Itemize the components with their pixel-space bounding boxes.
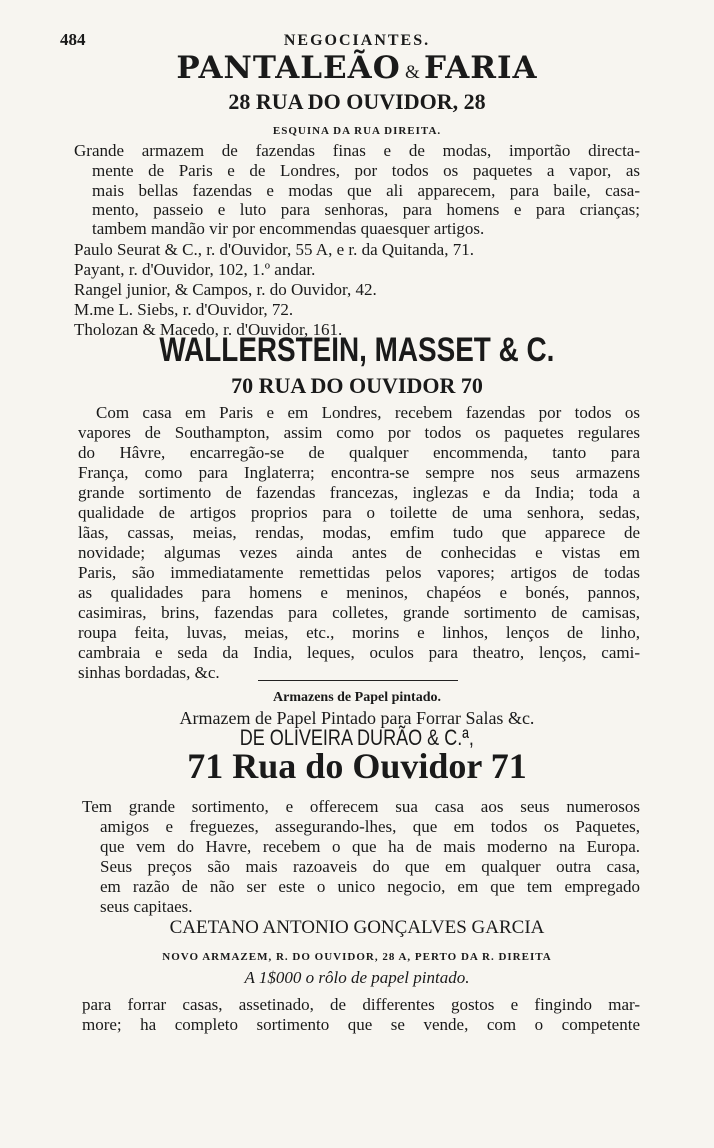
- ad2-line: qualidade de artigos proprios para o toilette de uma senhora, sedas,: [78, 503, 640, 522]
- ad3-line: que vem do Havre, recebem o que ha de mais moderno na Europa.: [100, 837, 640, 856]
- ad2-line: Com casa em Paris e em Londres, recebem fazendas por todos os: [96, 403, 640, 422]
- ad2-line: as qualidades para homens e meninos, chapéos e bonés, pannos,: [78, 583, 640, 602]
- ad3-line: Seus preços são mais razoaveis do que em qualquer outra casa,: [100, 857, 640, 876]
- ad1-line: mente de Paris e de Londres, por todos os paquetes a vapor, as: [92, 161, 640, 180]
- ad4-name: CAETANO ANTONIO GONÇALVES GARCIA: [169, 917, 545, 938]
- ad2-line: França, como para Inglaterra; encontra-se sempre nos seus armazens: [78, 463, 640, 482]
- ad2-line: do Hâvre, encarregão-se de qualquer encommenda, tanto para: [78, 443, 640, 462]
- merchant-entry: Tholozan & Macedo, r. d'Ouvidor, 161.: [74, 320, 343, 339]
- ad2-line: cambraia e seda da India, leques, oculos para theatro, lenços, cami-: [78, 643, 640, 662]
- merchant-entry: Paulo Seurat & C., r. d'Ouvidor, 55 A, e r. da Quitanda, 71.: [74, 240, 474, 259]
- ad2-line: Paris, são immediatamente remettidas pelos vapores; artigos de todas: [78, 563, 640, 582]
- ad2-line: lãas, cassas, meias, rendas, modas, emfim tudo que apparece de: [78, 523, 640, 542]
- section-heading: Armazens de Papel pintado.: [273, 690, 441, 705]
- ad1-line: mento, passeio e luto para senhoras, para homens e para crianças;: [92, 200, 640, 219]
- ad3-line: Tem grande sortimento, e offerecem sua casa aos seus numerosos: [82, 797, 640, 816]
- ad1-amp: &: [405, 62, 420, 83]
- ad1-name-right: FARIA: [424, 50, 538, 86]
- ad3-name: DE OLIVEIRA DURÃO & C.ª,: [239, 725, 475, 750]
- ad4-price: A 1$000 o rôlo de papel pintado.: [244, 968, 470, 987]
- section-divider: [258, 680, 458, 681]
- ad1-line: tambem mandão vir por encommendas quaesquer artigos.: [92, 219, 485, 238]
- ad4-line: para forrar casas, assetinado, de differentes gostos e fingindo mar-: [82, 995, 640, 1014]
- ad2-line: sinhas bordadas, &c.: [78, 663, 220, 682]
- ad1-line: mais bellas fazendas e modas que ali apparecem, para baile, casa-: [92, 181, 640, 200]
- ad2-line: grande sortimento de fazendas francezas, inglezas e da India; toda a: [78, 483, 640, 502]
- ad1-line: Grande armazem de fazendas finas e de modas, importão directa-: [74, 141, 640, 160]
- ad3-line: seus capitaes.: [100, 897, 193, 916]
- ad4-address: NOVO ARMAZEM, R. DO OUVIDOR, 28 A, PERTO DA R. DIREITA: [162, 951, 552, 963]
- merchant-entry: Rangel junior, & Campos, r. do Ouvidor, 42.: [74, 280, 377, 299]
- ad2-line: vapores de Southampton, assim como por todos os paquetes regulares: [78, 423, 640, 442]
- merchant-entry: Payant, r. d'Ouvidor, 102, 1.º andar.: [74, 260, 316, 279]
- merchant-entry: M.me L. Siebs, r. d'Ouvidor, 72.: [74, 300, 294, 319]
- ad2-address: 70 RUA DO OUVIDOR 70: [231, 373, 483, 398]
- ad2-line: roupa feita, luvas, meias, etc., morins e linhos, lenços de linho,: [78, 623, 640, 642]
- ad3-line: amigos e freguezes, assegurando-lhes, que em todos os Paquetes,: [100, 817, 640, 836]
- ad3-title: Armazem de Papel Pintado para Forrar Salas &c.: [179, 708, 535, 728]
- ad3-address: 71 Rua do Ouvidor 71: [187, 746, 527, 786]
- ad1-corner: ESQUINA DA RUA DIREITA.: [272, 125, 442, 137]
- ad2-name: WALLERSTEIN, MASSET & C.: [159, 331, 555, 369]
- ad3-line: em razão de não ser este o unico negocio, em que tem empregado: [100, 877, 640, 896]
- ad4-line: more; ha completo sortimento que se vende, com o competente: [82, 1015, 640, 1034]
- ad1-address: 28 RUA DO OUVIDOR, 28: [228, 89, 486, 114]
- ad2-line: novidade; algumas vezes ainda antes de conhecidas e vistas em: [78, 543, 640, 562]
- page-number: 484: [60, 30, 86, 49]
- running-head: NEGOCIANTES.: [283, 32, 431, 49]
- ad2-line: casimiras, brins, fazendas para colletes, grande sortimento de camisas,: [78, 603, 640, 622]
- ad1-name-left: PANTALEÃO: [176, 50, 401, 86]
